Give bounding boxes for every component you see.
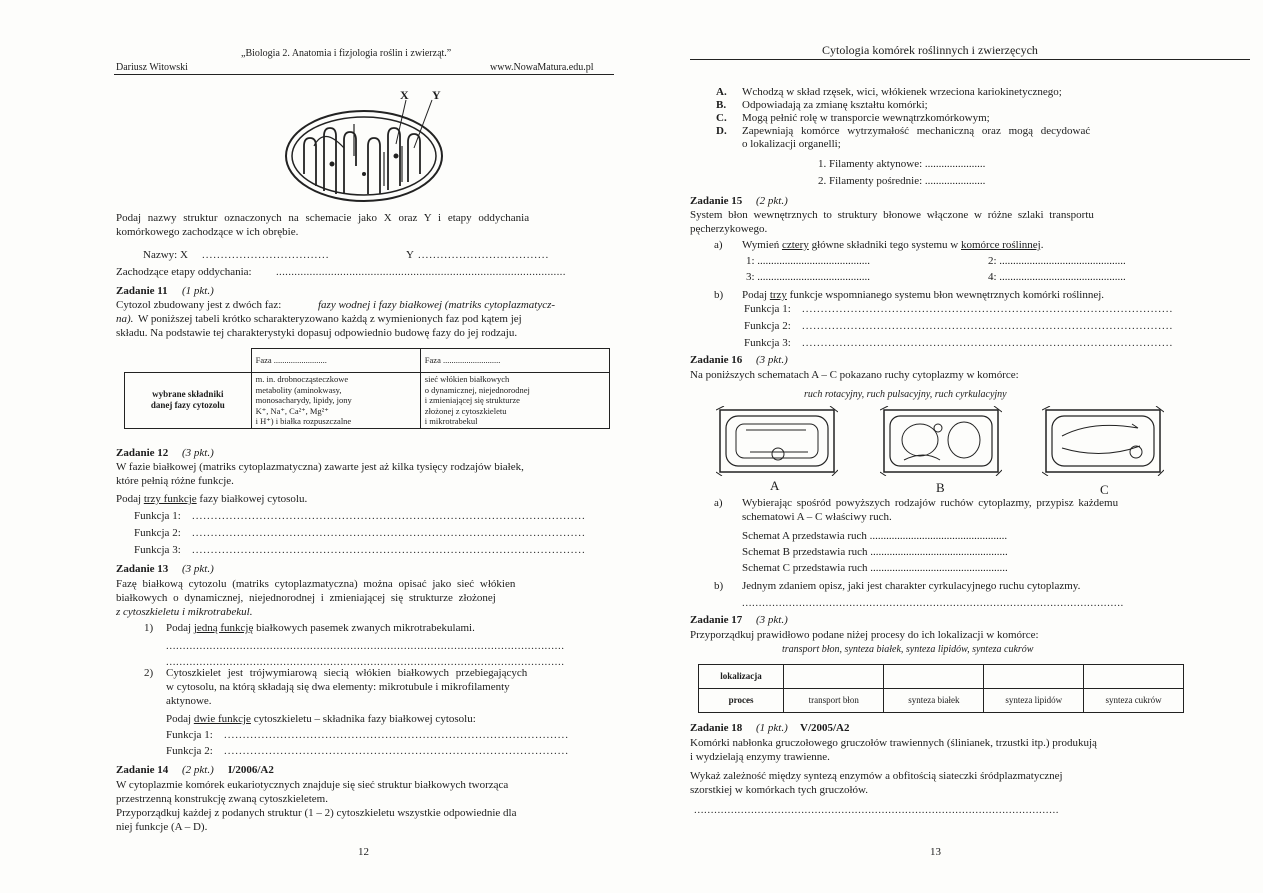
table11-cell-2-line: o dynamicznej, niejednorodnej — [424, 384, 530, 395]
table11-row-label-2: danej fazy cytozolu — [150, 400, 225, 411]
task15-function-1-label: Funkcja 1: — [744, 303, 791, 315]
task16-points: (3 pkt.) — [756, 354, 788, 366]
task14-code: I/2006/A2 — [228, 764, 274, 776]
task15-b-letter: b) — [714, 289, 724, 301]
task11-title: Zadanie 11 — [116, 285, 168, 297]
cell-diagram-b — [880, 406, 1002, 476]
scheme-b-answer[interactable]: Schemat B przedstawia ruch .................................................. — [742, 546, 1008, 558]
task16-b-letter: b) — [714, 580, 724, 592]
task12-question: Podaj trzy funkcje fazy białkowej cytosolu. — [116, 493, 308, 505]
task13-function-1-label: Funkcja 1: — [166, 729, 213, 741]
table11-cell-2-line: i zmieniającej się strukturze — [424, 395, 520, 405]
task17-title: Zadanie 17 — [690, 614, 743, 626]
table17-location-cell[interactable] — [1084, 665, 1184, 689]
task18-title: Zadanie 18 — [690, 722, 743, 734]
task16-title: Zadanie 16 — [690, 354, 743, 366]
task14-text-3: Przyporządkuj każdej z podanych struktur (1 – 2) cytoszkieletu wszystkie odpowiednie dla — [116, 807, 517, 819]
task16-movement-options: ruch rotacyjny, ruch pulsacyjny, ruch cyrkulacyjny — [804, 389, 1007, 400]
task14-text-2: przestrzenną konstrukcję zwaną cytoszkieletem. — [116, 793, 328, 805]
mitochondrion-figure — [284, 86, 444, 204]
task15-a-question: Wymień cztery główne składniki tego systemu w komórce roślinnej. — [742, 239, 1044, 251]
cell-diagram-a — [716, 406, 838, 476]
page-number-left: 12 — [358, 846, 369, 858]
task15-function-2-answer[interactable]: ................................................................................................... — [802, 320, 1174, 332]
table17-location-cell[interactable] — [784, 665, 884, 689]
task15-b-question: Podaj trzy funkcje wspomnianego systemu błon wewnętrznych komórki roślinnej. — [742, 289, 1105, 301]
names-y-label: Y — [406, 249, 414, 261]
task15-function-1-answer[interactable]: ................................................................................................... — [802, 303, 1174, 315]
table17-process-label: proces — [728, 695, 754, 706]
header-website: www.NowaMatura.edu.pl — [490, 62, 594, 73]
page-number-right: 13 — [930, 846, 941, 858]
option-d-continuation: o lokalizacji organelli; — [742, 138, 841, 150]
task12-title: Zadanie 12 — [116, 447, 169, 459]
filament-2-answer[interactable]: 2. Filamenty pośrednie: ...................... — [818, 175, 986, 187]
table11-cell-1-line: monosacharydy, lipidy, jony — [255, 395, 352, 405]
task15-a-letter: a) — [714, 239, 723, 251]
component-4-answer[interactable]: 4: .............................................. — [988, 271, 1126, 283]
task15-text-2: pęcherzykowego. — [690, 223, 768, 235]
task16-b-answer[interactable]: .................................................................................................................. — [742, 597, 1124, 609]
task12-function-2-label: Funkcja 2: — [134, 527, 181, 539]
task16-a-letter: a) — [714, 497, 723, 509]
table11-cell-1-line: m. in. drobnocząsteczkowe — [255, 374, 349, 384]
component-2-answer[interactable]: 2: .............................................. — [988, 255, 1126, 267]
task13-title: Zadanie 13 — [116, 563, 169, 575]
task12-function-3-label: Funkcja 3: — [134, 544, 181, 556]
task16-a-text-1: Wybierając spośród powyższych rodzajów ruchów cytoplazmy, przypisz każdemu — [742, 497, 1119, 509]
task13-item2-question: Podaj dwie funkcje cytoszkieletu – składnika fazy białkowej cytosolu: — [166, 713, 476, 725]
scheme-a-answer[interactable]: Schemat A przedstawia ruch .................................................. — [742, 530, 1008, 542]
task12-function-1-answer[interactable]: ......................................................................................................... — [192, 510, 586, 522]
table17-process-cell: synteza lipidów — [1005, 695, 1063, 706]
table17-process-cell: transport błon — [808, 695, 859, 706]
table11-cell-1-line: i H⁺) i białka rozpuszczalne — [255, 416, 352, 426]
task17-text-1: Przyporządkuj prawidłowo podane niżej procesy do ich lokalizacji w komórce: — [690, 629, 1039, 641]
header-book-title: „Biologia 2. Anatomia i fizjologia roślin i zwierząt.” — [241, 48, 452, 59]
task16-text-1: Na poniższych schematach A – C pokazano ruchy cytoplazmy w komórce: — [690, 369, 1019, 381]
table11-cell-2-line: sieć włókien białkowych — [424, 374, 510, 384]
task11-text-1: Cytozol zbudowany jest z dwóch faz: — [116, 299, 282, 311]
task15-text-1: System błon wewnętrznych to struktury błonowe włączone w różne szlaki transportu — [690, 209, 1094, 221]
table11-header-phase-1[interactable]: Faza ......................... — [255, 355, 327, 366]
task13-item2-text-2: w cytosolu, na którą składają się dwa elementy: mikrotubule i mikrofilamenty — [166, 681, 510, 693]
table11-cell-1-line: metabolity (aminokwasy, — [255, 384, 342, 395]
table11-cell-1-line: K⁺, Na⁺, Ca²⁺, Mg²⁺ — [255, 405, 329, 416]
scheme-c-answer[interactable]: Schemat C przedstawia ruch .................................................. — [742, 562, 1008, 574]
names-x-label: Nazwy: X — [143, 249, 188, 261]
task13-points: (3 pkt.) — [182, 563, 214, 575]
table11-cell-2-line: i mikrotrabekul — [424, 416, 478, 426]
task13-function-1-answer[interactable]: ............................................................................................ — [224, 729, 569, 741]
task13-text-1: Fazę białkową cytozolu (matriks cytoplazmatyczna) można opisać jako sieć włókien — [116, 578, 516, 590]
task14-title: Zadanie 14 — [116, 764, 169, 776]
task17-points: (3 pkt.) — [756, 614, 788, 626]
names-y-answer[interactable]: ................................... — [418, 249, 550, 261]
task13-item1-number: 1) — [144, 622, 154, 634]
task13-text-2: białkowych o dynamicznej, niejednorodnej i zmieniającej się strukturze złożonej — [116, 592, 496, 604]
task11-points: (1 pkt.) — [182, 285, 214, 297]
table11-cell-2-line: złożonej z cytoszkieletu — [424, 405, 507, 416]
option-text: Wchodzą w skład rzęsek, wici, włókienek wrzeciona kariokinetycznego; — [742, 86, 1062, 98]
header-rule — [114, 74, 614, 75]
task17-process-options: transport błon, synteza białek, synteza lipidów, synteza cukrów — [782, 644, 1034, 655]
option-text: Mogą pełnić rolę w transporcie wewnątrzkomórkowym; — [742, 112, 990, 124]
task16-a-text-2: schematowi A – C właściwy ruch. — [742, 511, 892, 523]
intro-text-2: komórkowego zachodzące w ich obrębie. — [116, 226, 299, 238]
task11-table — [124, 348, 610, 429]
task12-text-2: które pełnią różne funkcje. — [116, 475, 234, 487]
task18-text-1: Komórki nabłonka gruczołowego gruczołów trawiennych (ślinianek, trzustki itp.) produkują — [690, 737, 1097, 749]
task18-text-3: Wykaż zależność między syntezą enzymów a obfitością siateczki śródplazmatycznej — [690, 770, 1063, 782]
task13-item1-answer-1[interactable]: ....................................................................................................................... — [166, 640, 565, 652]
diagram-label-a: A — [770, 478, 780, 493]
task13-item2-text-3: aktynowe. — [166, 695, 212, 707]
task11-text-italic-2: na). — [116, 313, 134, 325]
task14-text-1: W cytoplazmie komórek eukariotycznych znajduje się sieć struktur białkowych tworząca — [116, 779, 509, 791]
task15-title: Zadanie 15 — [690, 195, 743, 207]
task18-text-4: szorstkiej w komórkach tych gruczołów. — [690, 784, 868, 796]
task14-text-4: niej funkcje (A – D). — [116, 821, 208, 833]
header-chapter-title: Cytologia komórek roślinnych i zwierzęcych — [822, 43, 1038, 57]
option-letter: A. — [716, 86, 727, 98]
option-letter: B. — [716, 99, 727, 111]
filament-1-answer[interactable]: 1. Filamenty aktynowe: ...................... — [818, 158, 986, 170]
option-text: Odpowiadają za zmianę kształtu komórki; — [742, 99, 928, 111]
component-1-answer[interactable]: 1: ......................................... — [746, 255, 871, 267]
task13-item1-question: Podaj jedną funkcję białkowych pasemek zwanych mikrotrabekulami. — [166, 622, 475, 634]
table17-location-cell[interactable] — [884, 665, 984, 689]
stages-label: Zachodzące etapy oddychania: — [116, 266, 252, 278]
names-x-answer[interactable]: .................................. — [202, 249, 330, 261]
task13-item1-answer-2[interactable]: ....................................................................................................................... — [166, 656, 565, 668]
label-y: Y — [432, 88, 441, 102]
task12-points: (3 pkt.) — [182, 447, 214, 459]
task14-points: (2 pkt.) — [182, 764, 214, 776]
table11-row-label-1: wybrane składniki — [152, 389, 224, 400]
table17-process-cell: synteza cukrów — [1105, 695, 1162, 706]
intro-text-1: Podaj nazwy struktur oznaczonych na schemacie jako X oraz Y i etapy oddychania — [116, 212, 530, 224]
task11-text-2: W poniższej tabeli krótko scharakteryzowano każdą z wymienionych faz pod kątem jej — [138, 313, 522, 325]
task12-text-1: W fazie białkowej (matriks cytoplazmatyczna) zawarte jest aż kilka tysięcy rodzajów białek, — [116, 461, 524, 473]
task15-function-2-label: Funkcja 2: — [744, 320, 791, 332]
task16-b-question: Jednym zdaniem opisz, jaki jest charakter cyrkulacyjnego ruchu cytoplazmy. — [742, 580, 1081, 592]
table11-header-phase-2[interactable]: Faza ........................... — [424, 355, 501, 366]
task18-code: V/2005/A2 — [800, 722, 850, 734]
option-text: Zapewniają komórce wytrzymałość mechaniczną oraz mogą decydować — [742, 125, 1091, 137]
task15-function-3-answer[interactable]: ................................................................................................... — [802, 337, 1174, 349]
task13-function-2-label: Funkcja 2: — [166, 745, 213, 757]
table17-process-cell: synteza białek — [908, 695, 960, 706]
task15-function-3-label: Funkcja 3: — [744, 337, 791, 349]
task11-text-italic-1: fazy wodnej i fazy białkowej (matriks cytoplazmatycz- — [318, 299, 556, 311]
label-x: X — [400, 88, 409, 102]
header-author: Dariusz Witowski — [116, 62, 188, 73]
table17-location-cell[interactable] — [984, 665, 1084, 689]
diagram-label-b: B — [936, 480, 945, 495]
stages-answer[interactable]: ............................................................................................... — [276, 266, 566, 278]
task13-text-3: z cytoszkieletu i mikrotrabekul. — [116, 606, 253, 618]
task15-points: (2 pkt.) — [756, 195, 788, 207]
option-letter: D. — [716, 125, 727, 137]
task12-function-1-label: Funkcja 1: — [134, 510, 181, 522]
task18-text-2: i wydzielają enzymy trawienne. — [690, 751, 830, 763]
task12-function-2-answer[interactable]: ......................................................................................................... — [192, 527, 586, 539]
task12-function-3-answer[interactable]: ......................................................................................................... — [192, 544, 586, 556]
right-page — [650, 0, 1263, 893]
cell-diagram-c — [1042, 406, 1164, 476]
task13-item2-number: 2) — [144, 667, 154, 679]
component-3-answer[interactable]: 3: ......................................... — [746, 271, 871, 283]
header-rule — [690, 59, 1250, 60]
task11-text-3: składu. Na podstawie tej charakterystyki dopasuj odpowiednio budowę fazy do jej rodzaju. — [116, 327, 518, 339]
diagram-label-c: C — [1100, 482, 1109, 497]
task13-function-2-answer[interactable]: ............................................................................................ — [224, 745, 569, 757]
task18-answer[interactable]: ............................................................................................................. — [694, 804, 1060, 816]
option-letter: C. — [716, 112, 727, 124]
task13-item2-text-1: Cytoszkielet jest trójwymiarową siecią włókien białkowych przebiegających — [166, 667, 528, 679]
task18-points: (1 pkt.) — [756, 722, 788, 734]
table17-location-label: lokalizacja — [720, 671, 762, 682]
task17-table — [698, 664, 1184, 713]
